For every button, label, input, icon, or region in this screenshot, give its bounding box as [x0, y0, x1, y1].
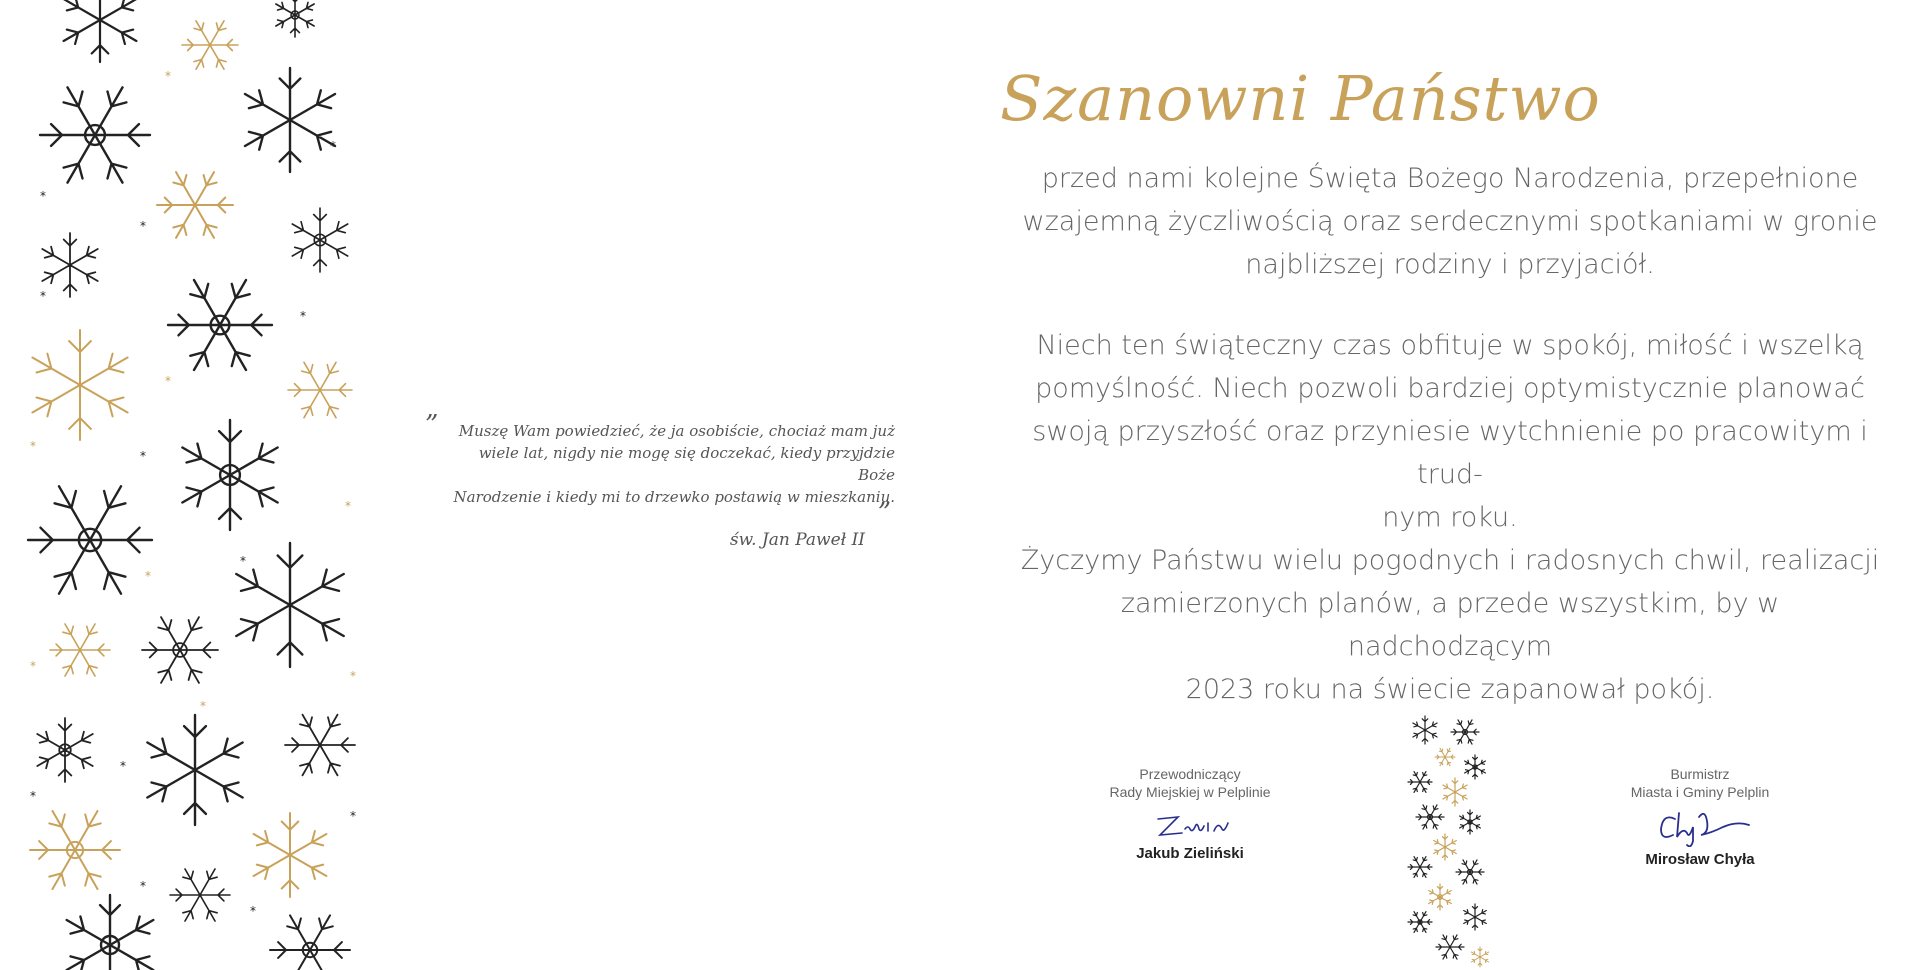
snowflake-border-center: [1400, 712, 1496, 970]
snowflake-icon: [254, 813, 327, 897]
star-icon: *: [30, 439, 36, 453]
star-icon: *: [30, 789, 36, 803]
snowflake-icon: [170, 869, 230, 921]
star-icon: *: [140, 219, 146, 233]
handwritten-signature-icon: [1130, 807, 1250, 841]
star-icon: *: [200, 699, 206, 713]
paragraph-1: [1020, 157, 1880, 286]
star-icon: *: [165, 374, 171, 388]
signature-right: [1600, 765, 1800, 869]
snowflake-icon: [1443, 778, 1467, 806]
greeting-heading: Szanowni Państwo: [1000, 62, 1601, 135]
star-icon: *: [30, 659, 36, 673]
paragraph-3: [1020, 539, 1880, 711]
quote-text: [425, 420, 895, 508]
star-icon: *: [300, 309, 306, 323]
star-icon: *: [140, 879, 146, 893]
snowflake-icon: [147, 715, 242, 825]
snowflake-icon: [1435, 748, 1455, 765]
star-icon: *: [250, 904, 256, 918]
star-icon: *: [140, 449, 146, 463]
snowflake-border-left: [0, 0, 370, 970]
paragraph-line: wzajemną życzliwością oraz serdecznymi spotkaniami w gronie: [1022, 206, 1878, 237]
paragraph-line: przed nami kolejne Święta Bożego Narodzenia, przepełnione: [1041, 163, 1859, 194]
snowflake-icon: [288, 362, 352, 417]
snowflake-icon: [182, 21, 238, 69]
quote-open-mark: ”: [425, 410, 439, 440]
snowflake-icon: [37, 718, 92, 782]
snowflake-icon: [168, 280, 272, 370]
snowflake-icon: [50, 624, 110, 676]
snowflake-icon: [1413, 716, 1437, 744]
signature-name: Mirosław Chyła: [1645, 851, 1755, 868]
snowflake-icon: [285, 715, 355, 776]
star-icon: *: [345, 499, 351, 513]
snowflake-icon: [292, 208, 347, 272]
paragraph-2: [1020, 324, 1880, 539]
snowflake-icon: [1460, 810, 1481, 834]
snowflake-icon: [276, 0, 314, 37]
paragraph-line: zamierzonych planów, a przede wszystkim, by w nadchodzącym: [1120, 588, 1780, 662]
quote-close-mark: ”: [877, 498, 891, 528]
paragraph-line: swoją przyszłość oraz przyniesie wytchnienie po pracowitym i trud-: [1032, 416, 1868, 490]
snowflake-icon: [1434, 834, 1457, 860]
signature-role: Przewodniczący: [1139, 766, 1241, 782]
star-icon: *: [330, 139, 336, 153]
handwritten-signature-icon: [1635, 807, 1765, 847]
snowflake-icon: [1456, 860, 1484, 884]
signature-role: Miasta i Gminy Pelplin: [1630, 784, 1770, 800]
paragraph-line: pomyślność. Niech pozwoli bardziej optymistycznie planować: [1035, 373, 1865, 404]
snowflake-icon: [142, 617, 218, 683]
signature-left: [1080, 765, 1300, 863]
snowflake-icon: [1408, 772, 1432, 793]
snowflake-icon: [30, 811, 120, 889]
snowflake-icon: [236, 543, 343, 667]
quote-line: Narodzenie i kiedy mi to drzewko postawią w mieszkaniu.: [453, 488, 895, 506]
star-icon: *: [240, 554, 246, 568]
snowflake-icon: [1408, 857, 1432, 878]
snowflake-icon: [1408, 912, 1432, 933]
snowflake-icon: [67, 895, 154, 970]
snowflake-icon: [157, 172, 233, 238]
quote-author: św. Jan Paweł II: [729, 530, 865, 550]
star-icon: *: [350, 669, 356, 683]
snowflake-icon: [182, 420, 277, 530]
paragraph-line: najbliższej rodziny i przyjaciół.: [1245, 249, 1655, 280]
snowflake-icon: [28, 486, 152, 593]
snowflake-icon: [1471, 947, 1488, 967]
snowflake-icon: [1465, 755, 1486, 779]
snowflake-icon: [245, 68, 335, 172]
snowflake-icon: [42, 233, 97, 297]
quote-line: Muszę Wam powiedzieć, że ja osobiście, chociaż mam już: [458, 422, 895, 440]
snowflake-icon: [1436, 935, 1464, 959]
signature-role: Rady Miejskiej w Pelplinie: [1109, 784, 1271, 800]
snowflake-icon: [32, 330, 127, 440]
star-icon: *: [40, 289, 46, 303]
quote-block: [425, 410, 895, 528]
paragraph-line: Niech ten świąteczny czas obfituje w spokój, miłość i wszelką: [1036, 330, 1864, 361]
paragraph-line: 2023 roku na świecie zapanował pokój.: [1185, 674, 1715, 705]
star-icon: *: [120, 759, 126, 773]
star-icon: *: [165, 69, 171, 83]
signature-role: Burmistrz: [1670, 766, 1730, 782]
snowflake-icon: [40, 87, 150, 182]
snowflake-icon: [270, 915, 350, 970]
star-icon: *: [145, 569, 151, 583]
snowflake-icon: [1464, 904, 1487, 930]
signature-name: Jakub Zieliński: [1136, 845, 1244, 862]
star-icon: *: [350, 809, 356, 823]
snowflake-icon: [1451, 720, 1479, 744]
snowflake-icon: [1416, 805, 1444, 829]
paragraph-line: Życzymy Państwu wielu pogodnych i radosnych chwil, realizacji: [1020, 545, 1880, 576]
star-icon: *: [40, 189, 46, 203]
quote-line: wiele lat, nigdy nie mogę się doczekać, kiedy przyjdzie Boże: [478, 444, 895, 484]
paragraph-line: nym roku.: [1382, 502, 1518, 533]
snowflake-icon: [64, 0, 137, 62]
snowflake-icon: [1429, 884, 1452, 910]
